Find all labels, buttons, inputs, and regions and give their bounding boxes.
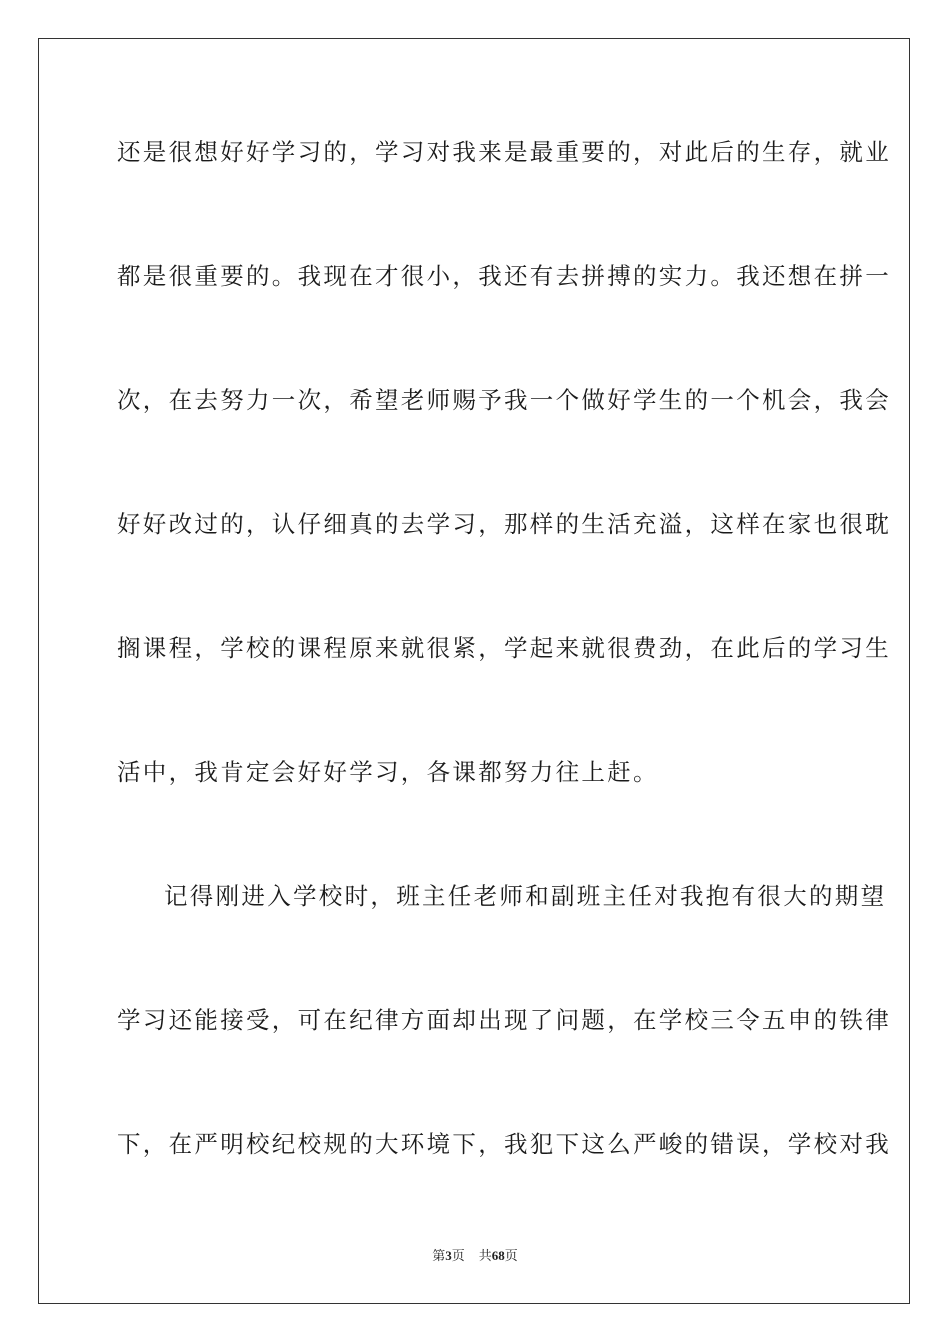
total-prefix: 共 — [478, 1248, 492, 1263]
document-body — [117, 124, 891, 1240]
text-line: 下，在严明校纪校规的大环境下，我犯下这么严峻的错误，学校对我 — [117, 1130, 891, 1158]
text-line: 还是很想好好学习的，学习对我来是最重要的，对此后的生存，就业 — [117, 138, 891, 166]
total-suffix: 页 — [504, 1248, 518, 1263]
total-pages: 68 — [491, 1248, 505, 1263]
text-line: 活中，我肯定会好好学习，各课都努力往上赶。 — [117, 758, 659, 786]
text-line: 好好改过的，认仔细真的去学习，那样的生活充溢，这样在家也很耽 — [117, 510, 891, 538]
paragraph-start-line: 记得刚进入学校时，班主任老师和副班主任对我抱有很大的期望 — [164, 882, 887, 910]
page-footer — [0, 1245, 950, 1264]
text-line: 学习还能接受，可在纪律方面却出现了问题，在学校三令五申的铁律 — [117, 1006, 891, 1034]
page-prefix: 第 — [432, 1248, 446, 1263]
text-line: 次，在去努力一次，希望老师赐予我一个做好学生的一个机会，我会 — [117, 386, 891, 414]
text-line: 搁课程，学校的课程原来就很紧，学起来就很费劲，在此后的学习生 — [117, 634, 891, 662]
page-suffix: 页 — [451, 1248, 465, 1263]
page-number: 3 — [445, 1248, 452, 1263]
text-line: 都是很重要的。我现在才很小，我还有去拼搏的实力。我还想在拼一 — [117, 262, 891, 290]
